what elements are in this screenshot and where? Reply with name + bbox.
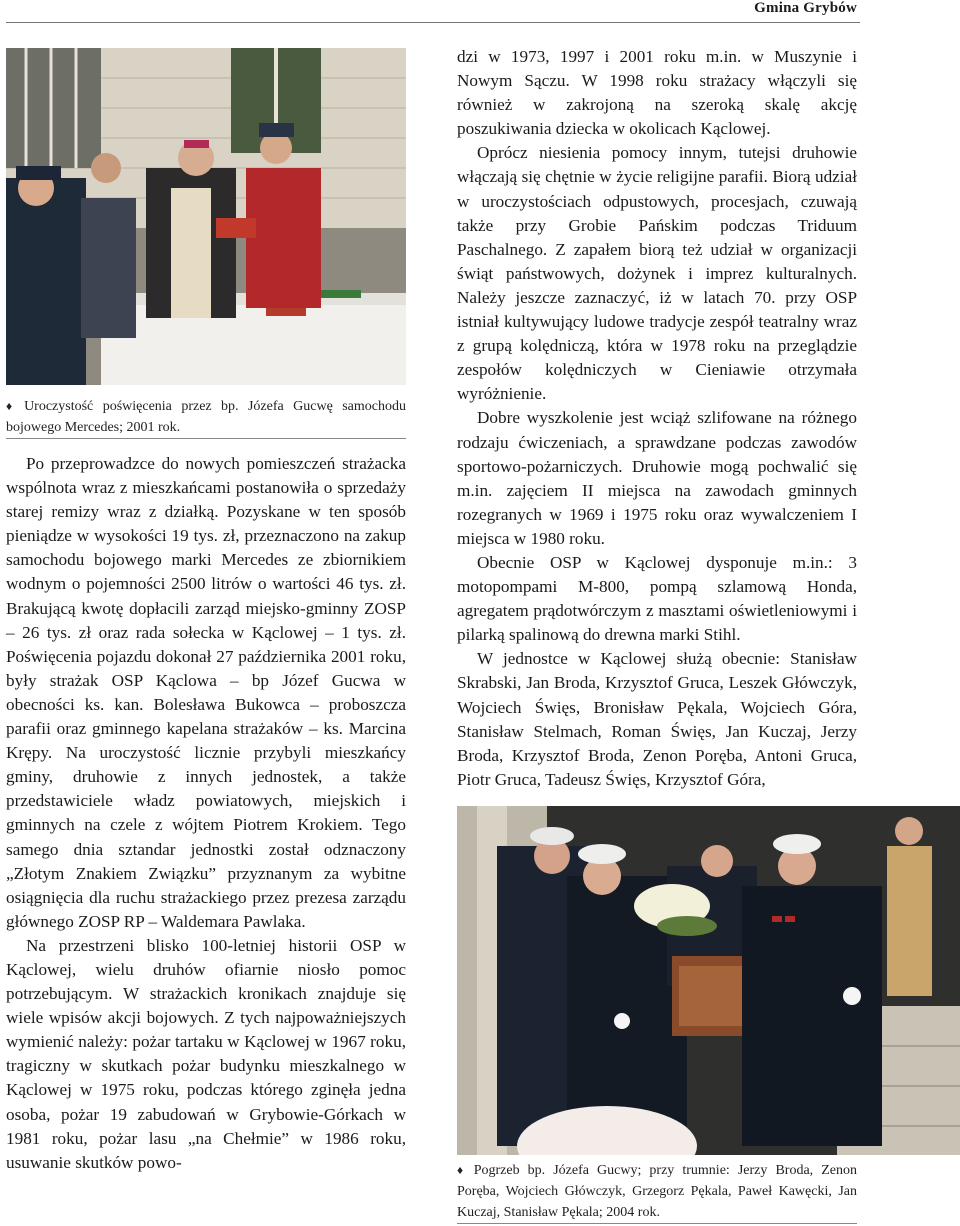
caption-rule: [457, 1223, 857, 1224]
caption-bullet: ♦: [6, 399, 19, 413]
text-column-left: [6, 452, 406, 1175]
caption-rule: [6, 438, 406, 439]
paragraph: Obecnie OSP w Kąclowej dysponuje m.in.: 3 motopompami M-800, pompą szlamową Honda, agregatem prądotwórczym z masztami oświetleniowymi i pilarką spalinową do drewna marki Stihl.: [457, 552, 857, 645]
photo2-caption: [457, 1160, 857, 1223]
text-column-right: [457, 45, 857, 792]
caption-bullet: ♦: [457, 1163, 468, 1177]
photo-blessing-illustration: [6, 48, 406, 385]
caption-text: Pogrzeb bp. Józefa Gucwy; przy trumnie: Jerzy Broda, Zenon Poręba, Wojciech Główczyk, Grzegorz Pękala, Paweł Kawęcki, Jan Kuczaj, Stanisław Pękala; 2004 rok.: [457, 1163, 858, 1220]
section-title: Gmina Grybów: [754, 0, 857, 16]
photo-funeral-illustration: [457, 806, 960, 1155]
photo1-caption: [6, 396, 406, 438]
paragraph: Na przestrzeni blisko 100-letniej historii OSP w Kąclowej, wielu druhów ofiarnie niosło pomoc potrzebującym. W strażackich kronikach znajduje się wiele wpisów akcji bojowych. Z tych najpoważniejszych wymienić należy: pożar tartaku w Kąclowej w 1967 roku, tragiczny w skutkach pożar budynku mieszkalnego w Kąclowej w 1975 roku, podczas którego zginęła jedna osoba, pożar 19 zabudowań w Grybowie-Górkach w 1981 roku, pożar lasu „na Chełmie” w 1986 roku, usuwanie skutków powo-: [6, 935, 406, 1172]
photo-funeral: [457, 806, 960, 1155]
paragraph: W jednostce w Kąclowej służą obecnie: Stanisław Skrabski, Jan Broda, Krzysztof Gruca, Leszek Główczyk, Wojciech Święs, Bronisław Pękala, Wojciech Góra, Stanisław Stelmach, Roman Święs, Jan Kuczaj, Jerzy Broda, Krzysztof Broda, Zenon Poręba, Antoni Gruca, Piotr Gruca, Tadeusz Święs, Krzysztof Góra,: [457, 649, 857, 789]
photo-blessing-ceremony: [6, 48, 406, 385]
paragraph: Po przeprowadzce do nowych pomieszczeń strażacka wspólnota wraz z mieszkańcami postanowiła o sprzedaży starej remizy wraz z działką. Pozyskane w ten sposób pieniądze w wysokości 19 tys. zł, przeznaczono na zakup samochodu bojowego marki Mercedes ze zbiornikiem wodnym o pojemności 2500 litrów o wartości 46 tys. zł. Brakującą kwotę dopłacili zarząd miejsko-gminny ZOSP – 26 tys. zł oraz rada sołecka w Kąclowej – 1 tys. zł. Poświęcenia pojazdu dokonał 27 października 2001 roku, były strażak OSP Kąclowa – bp Józef Gucwa w obecności ks. kan. Bolesława Bukowca – proboszcza parafii oraz gminnego kapelana strażaków – ks. Marcina Krępy. Na uroczystość licznie przybyli mieszkańcy gminy, druhowie z innych jednostek, a także przedstawiciele władz powiatowych, miejskich i gminnych na czele z wójtem Piotrem Krokiem. Tego samego dnia sztandar jednostki został odznaczony „Złotym Znakiem Związku” przyznanym za wybitne osiągnięcia dla ruchu strażackiego przez prezesa zarządu głównego ZOSP RP – Waldemara Pawlaka.: [6, 454, 406, 931]
header-rule: [6, 22, 860, 23]
paragraph-continued: dzi w 1973, 1997 i 2001 roku m.in. w Muszynie i Nowym Sączu. W 1998 roku strażacy włączyli się również w zakrojoną na szeroką skalę akcję poszukiwania dziecka w okolicach Kąclowej.: [457, 47, 857, 139]
paragraph: Dobre wyszkolenie jest wciąż szlifowane na różnego rodzaju ćwiczeniach, a sprawdzane podczas zawodów sportowo-pożarniczych. Druhowie mogą pochwalić się m.in. zajęciem II miejsca na zawodach gminnych rozegranych w 1969 i 1975 roku oraz wywalczeniem I miejsca w 1980 roku.: [457, 408, 857, 548]
caption-text: Uroczystość poświęcenia przez bp. Józefa Gucwę samochodu bojowego Mercedes; 2001 rok.: [6, 399, 406, 435]
paragraph: Oprócz niesienia pomocy innym, tutejsi druhowie włączają się chętnie w życie religijne parafii. Biorą udział w uroczystościach odpustowych, procesjach, czuwają także przy Grobie Pańskim podczas Triduum Paschalnego. Z zapałem biorą też udział w organizacji świąt państwowych, dożynek i imprez kulturalnych. Należy jeszcze zaznaczyć, iż w latach 70. przy OSP istniał kultywujący ludowe tradycje zespół teatralny wraz z grupą kolędniczą, która w 1978 roku na przeglądzie zespołów kolędniczych w Cieniawie otrzymała wyróżnienie.: [457, 143, 857, 404]
page-header: [0, 0, 860, 24]
